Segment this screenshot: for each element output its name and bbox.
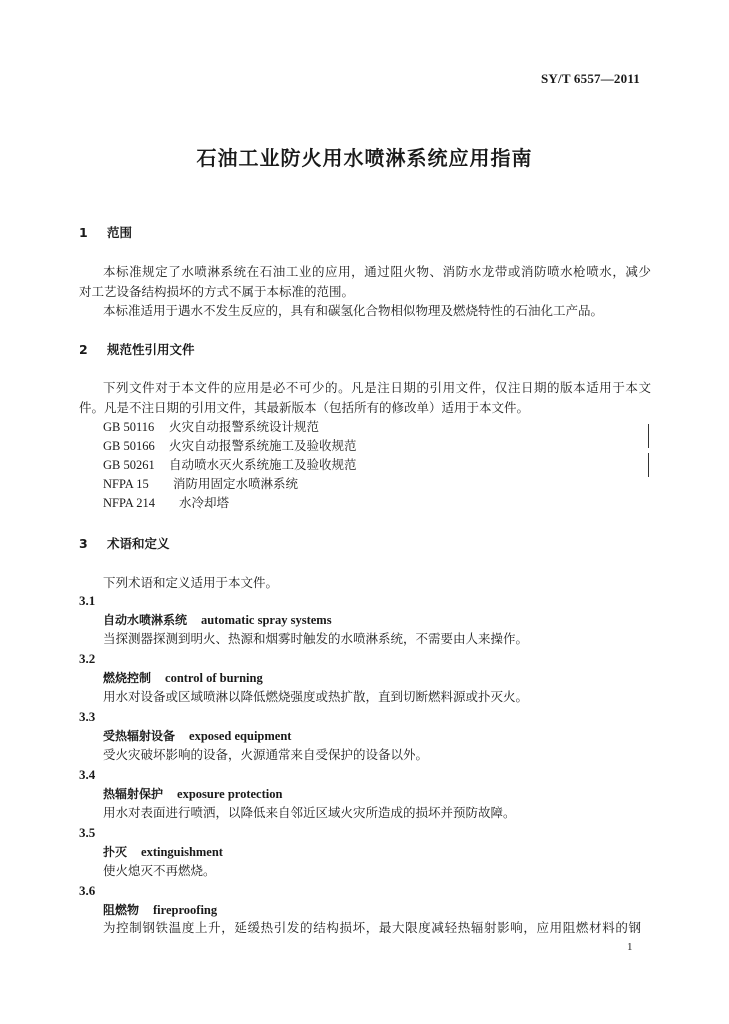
section-number: 1	[79, 225, 88, 240]
term-en: exposed equipment	[189, 729, 292, 743]
reference-title: 水冷却塔	[179, 495, 230, 510]
reference-title: 自动喷水灭火系统施工及验收规范	[169, 457, 357, 472]
term-zh: 受热辐射设备	[103, 729, 176, 743]
term-number: 3.2	[79, 651, 96, 666]
page-number: 1	[627, 941, 633, 953]
reference-item	[103, 457, 357, 473]
term-heading	[103, 612, 332, 628]
reference-item	[103, 495, 229, 511]
term-zh: 燃烧控制	[103, 671, 152, 685]
term-zh: 扑灭	[103, 845, 128, 859]
term-definition: 为控制钢铁温度上升，延缓热引发的结构损坏，最大限度减轻热辐射影响，应用阻燃材料的钢	[103, 920, 641, 935]
term-zh: 热辐射保护	[103, 787, 164, 801]
term-number: 3.6	[79, 883, 96, 898]
term-definition: 使火熄灭不再燃烧。	[103, 863, 216, 878]
term-en: control of burning	[165, 671, 263, 685]
document-title: 石油工业防火用水喷淋系统应用指南	[196, 146, 533, 170]
section-2-heading	[79, 342, 195, 358]
terms-intro: 下列术语和定义适用于本文件。	[103, 575, 279, 590]
term-definition: 用水对设备或区域喷淋以降低燃烧强度或热扩散，直到切断燃料源或扑灭火。	[103, 689, 529, 704]
margin-mark	[648, 453, 649, 477]
term-number: 3.5	[79, 825, 96, 840]
references-intro-line-2: 件。凡是不注日期的引用文件，其最新版本（包括所有的修改单）适用于本文件。	[79, 400, 530, 415]
term-en: extinguishment	[141, 845, 223, 859]
term-zh: 自动水喷淋系统	[103, 613, 188, 627]
term-number: 3.3	[79, 709, 96, 724]
reference-item	[103, 419, 319, 435]
reference-code: GB 50261	[103, 458, 155, 472]
reference-code: NFPA 15	[103, 477, 149, 491]
margin-mark	[648, 424, 649, 448]
section-number: 2	[79, 342, 88, 357]
term-heading	[103, 786, 282, 802]
scope-paragraph-2: 本标准适用于遇水不发生反应的，具有和碳氢化合物相似物理及燃烧特性的石油化工产品。	[103, 303, 604, 318]
standard-code: SY/T 6557—2011	[541, 71, 640, 86]
term-definition: 当探测器探测到明火、热源和烟雾时触发的水喷淋系统，不需要由人来操作。	[103, 631, 529, 646]
section-3-heading	[79, 536, 170, 552]
references-intro-line-1: 下列文件对于本文件的应用是必不可少的。凡是注日期的引用文件，仅注日期的版本适用于本文	[103, 380, 651, 395]
reference-item	[103, 438, 357, 454]
term-heading	[103, 844, 223, 860]
scope-paragraph-1-line-2: 对工艺设备结构损坏的方式不属于本标准的范围。	[79, 284, 355, 299]
term-definition: 受火灾破坏影响的设备，火源通常来自受保护的设备以外。	[103, 747, 429, 762]
term-en: fireproofing	[153, 903, 218, 917]
reference-title: 消防用固定水喷淋系统	[173, 476, 299, 491]
section-1-heading	[79, 225, 132, 241]
scope-paragraph-1-line-1: 本标准规定了水喷淋系统在石油工业的应用，通过阻火物、消防水龙带或消防喷水枪喷水，减少	[103, 264, 651, 279]
reference-code: GB 50116	[103, 420, 155, 434]
term-zh: 阻燃物	[103, 903, 140, 917]
reference-code: NFPA 214	[103, 496, 155, 510]
term-heading	[103, 902, 217, 918]
reference-title: 火灾自动报警系统设计规范	[169, 419, 320, 434]
term-number: 3.1	[79, 593, 96, 608]
reference-title: 火灾自动报警系统施工及验收规范	[169, 438, 357, 453]
term-en: exposure protection	[177, 787, 283, 801]
term-en: automatic spray systems	[201, 613, 332, 627]
section-title: 术语和定义	[107, 536, 170, 551]
term-heading	[103, 670, 263, 686]
term-heading	[103, 728, 291, 744]
section-title: 范围	[107, 225, 133, 240]
term-number: 3.4	[79, 767, 96, 782]
reference-code: GB 50166	[103, 439, 155, 453]
term-definition: 用水对表面进行喷洒，以降低来自邻近区域火灾所造成的损坏并预防故障。	[103, 805, 516, 820]
section-number: 3	[79, 536, 88, 551]
section-title: 规范性引用文件	[107, 342, 195, 357]
reference-item	[103, 476, 298, 492]
